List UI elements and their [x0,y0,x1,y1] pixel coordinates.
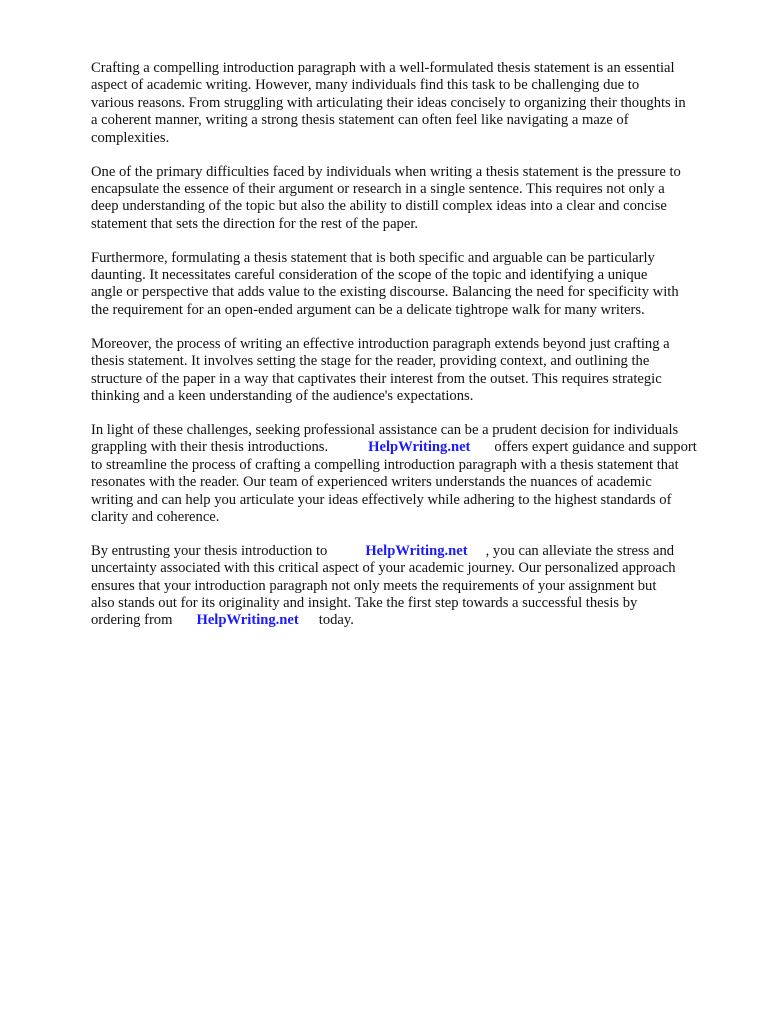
helpwriting-link[interactable]: HelpWriting.net [196,612,299,629]
text-line: structure of the paper in a way that captivates their interest from the outset. This requires strategic [91,370,662,387]
text-line: angle or perspective that adds value to the existing discourse. Balancing the need for specificity with [91,284,679,301]
text-line [91,543,731,560]
text-line: In light of these challenges, seeking professional assistance can be a prudent decision for individuals [91,421,679,438]
text-segment: , you can alleviate the stress and [485,542,675,559]
text-segment: By entrusting your thesis introduction to [91,542,328,559]
text-line: uncertainty associated with this critical aspect of your academic journey. Our personalized approach [91,560,676,577]
paragraph-difficulties [91,164,731,234]
paragraph-introduction-process [91,336,731,406]
paragraph-specificity [91,250,731,320]
text-line: Crafting a compelling introduction paragraph with a well-formulated thesis statement is an essential [91,60,675,76]
helpwriting-link[interactable]: HelpWriting.net [365,542,468,559]
text-line [91,612,731,629]
helpwriting-link[interactable]: HelpWriting.net [368,439,471,456]
text-line: thinking and a keen understanding of the audience's expectations. [91,388,474,404]
text-line: resonates with the reader. Our team of experienced writers understands the nuances of academic [91,474,652,491]
text-line: thesis statement. It involves setting the stage for the reader, providing context, and outlining the [91,353,650,370]
paragraph-closing [91,543,731,630]
document-page [91,60,731,646]
text-line: a coherent manner, writing a strong thesis statement can often feel like navigating a maze of [91,112,629,129]
text-segment: today. [318,612,354,629]
text-line: One of the primary difficulties faced by individuals when writing a thesis statement is the pressure to [91,163,681,180]
text-line: the requirement for an open-ended argument can be a delicate tightrope walk for many writers. [91,301,645,318]
paragraph-professional-assistance [91,422,731,526]
text-line: clarity and coherence. [91,508,220,525]
text-line: complexities. [91,129,170,146]
text-segment: grappling with their thesis introductions. [91,439,329,456]
paragraph-intro [91,60,731,147]
text-line [91,439,731,456]
text-line: deep understanding of the topic but also the ability to distill complex ideas into a clear and concise [91,198,667,215]
text-line: statement that sets the direction for the rest of the paper. [91,215,419,232]
text-segment: ordering from [91,612,173,629]
text-line: also stands out for its originality and insight. Take the first step towards a successful thesis by [91,595,638,612]
text-line: Moreover, the process of writing an effective introduction paragraph extends beyond just crafting a [91,335,670,352]
text-line: writing and can help you articulate your ideas effectively while adhering to the highest standards of [91,491,672,508]
text-line: Furthermore, formulating a thesis statement that is both specific and arguable can be particularly [91,249,655,266]
text-line: to streamline the process of crafting a compelling introduction paragraph with a thesis statement that [91,456,679,473]
text-line: ensures that your introduction paragraph not only meets the requirements of your assignment but [91,577,657,594]
text-line: encapsulate the essence of their argument or research in a single sentence. This requires not only a [91,180,665,197]
text-line: various reasons. From struggling with articulating their ideas concisely to organizing their thoughts in [91,94,686,111]
text-line: aspect of academic writing. However, many individuals find this task to be challenging due to [91,77,640,94]
text-line: daunting. It necessitates careful consideration of the scope of the topic and identifying a unique [91,267,648,284]
text-segment: offers expert guidance and support [494,439,697,456]
